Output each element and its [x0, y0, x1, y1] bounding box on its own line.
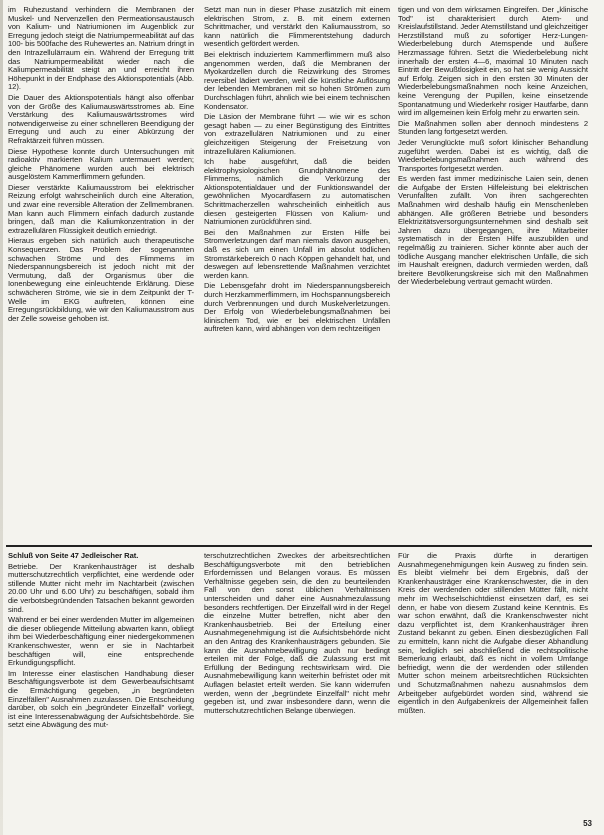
paragraph: Setzt man nun in dieser Phase zusätzlich mit einem elektrischen Strom, z. B. mit einem externen Schrittmacher, und verstärkt den Kaliumausstrom, so kann natürlich die Flimmerentstehung dadurch wesentlich gefördert werden.	[204, 6, 390, 49]
paragraph: Für die Praxis dürfte in derartigen Ausnahmegenehmigungen kein Ausweg zu finden sein. Es bleibt vielmehr bei dem Ergebnis, daß der Krankenhausträger eine Krankenschwester, die in den Kreis der werdenden oder stillenden Mütter fällt, nicht mehr im Wechselschichtdienst einsetzen darf, es sei denn, er habe von diesem Zustand keine Kenntnis. Es war schon erwähnt, daß die Krankenschwester nicht dazu verpflichtet ist, dem Krankenhausträger ihren Zustand bekannt zu geben. Einen diesbezüglichen Fall zu ermitteln, kann nicht die Aufgabe dieser Abhandlung sein, lediglich sei abschließend die rechtspolitische Bemerkung erlaubt, daß es nicht in vollem Umfange befriedigt, wenn die der werdenden oder stillenden Mutter schon meinem arbeitsrechtlichen Rücksichten und Schutzmaßnahmen nahezu ausnahmslos dem Arbeitgeber aufgebürdet worden sind, während sie eigentlich in den Aufgabenkreis der Allgemeinheit fallen müßten.	[398, 552, 588, 715]
paragraph: Die Maßnahmen sollen aber dennoch mindestens 2 Stunden lang fortgesetzt werden.	[398, 118, 588, 137]
paragraph: tigen und von dem wirksamen Eingreifen. Der „klinische Tod" ist charakterisiert durch Atem- und Kreislaufstillstand. Jeder Atemstillstand und gleichzeitiger Herzstillstand muß zu sofortiger Herz-Lungen-Wiederbelebung durch Atemspende und äußere Herzmassage führen. Setzt die Wiederbelebung nicht innerhalb der ersten 4—6, maximal 10 Minuten nach Eintritt der Bewußtlosigkeit ein, so hat sie wenig Aussicht auf Erfolg. Zeigen sich in den ersten 30 Minuten der Wiederbelebungsmaßnahmen noch keine Anzeichen, keine Verengung der Pupillen, keine einsetzende Spontanatmung und Wiederkehr rosiger Hautfarbe, dann wird im allgemeinen kein Erfolg mehr zu erwarten sein.	[398, 6, 588, 118]
page-number: 53	[583, 819, 592, 828]
paragraph: Im Interesse einer elastischen Handhabung dieser Beschäftigungsverbote ist dem Gewerbeaufsichtsamt die Ermächtigung gegeben, „in begründeten Einzelfällen" Ausnahmen zuzulassen. Die Entscheidung darüber, ob solch ein „begründeter Einzelfall" vorliegt, ist eine Interessenabwägung der Aufsichtsbehörde. Sie setzt eine Abwägung des mut-	[8, 668, 194, 730]
column-top-left	[8, 6, 194, 543]
paragraph: Es werden fast immer medizinische Laien sein, denen die Aufgabe der Ersten Hilfeleistung bei elektrischen Verunfallten zufällt. Von ihren sachgerechten Maßnahmen wird deshalb häufig ein Menschenleben abhängen. Alle größeren Betriebe und besonders Elektrizitätsversorgungsunternehmen sind deshalb seit Jahren dazu übergegangen, ihre Mitarbeiter systematisch in der Ersten Hilfe auszubilden und regelmäßig zu trainieren. Sicher könnte aber auch der tödliche Ausgang mancher elektrischen Unfälle, die sich im Haushalt ereignen, dadurch vermieden werden, daß breitere Bevölkerungskreise sich mit den Maßnahmen der Wiederbelebung vertraut gemacht würden.	[398, 174, 588, 287]
paragraph: Diese Hypothese konnte durch Untersuchungen mit radioaktiv markierten Kalium untermauert werden; gleiche Phänomene wurden auch bei elektrisch ausgelöstem Kammerflimmern gefunden.	[8, 146, 194, 182]
section-divider	[6, 545, 592, 547]
column-bottom-left	[8, 552, 194, 828]
paragraph: terschutzrechtlichen Zweckes der arbeitsrechtlichen Beschäftigungsverbote mit den betrieblichen Erfordernissen und Belangen voraus. Es müssen Verhältnisse gegeben sein, die den zu beurteilenden Fall von den sonst üblichen Verhältnissen unterscheiden und daher eine Ausnahmezulassung besonders rechtfertigen. Der Einzelfall wird in der Regel die einzelne Mutter betreffen, nicht aber den Krankenhausbetrieb. Bei der Erteilung einer Ausnahmegenehmigung ist die Aufsichtsbehörde nicht an den Antrag des Krankenhausträgers gebunden. Sie kann die Ausnahmebewilligung auch nur bedingt erteilen mit der Folge, daß die Zulassung erst mit Erfüllung der Bedingung rechtswirksam wird. Die Ausnahmebewilligung kann weiterhin befristet oder mit Auflagen belastet erteilt werden. Sie kann widerrufen werden, wenn der „begründete Einzelfall" nicht mehr gegeben ist, und zwar insbesondere dann, wenn die mutterschutzrechtlichen Belange überwiegen.	[204, 552, 390, 715]
paragraph: Dieser verstärkte Kaliumausstrom bei elektrischer Reizung erfolgt wahrscheinlich durch eine Alteration, und zwar eine reversible Alteration der Zellmembranen. Man kann auch Flimmern einfach dadurch zustande bringen, daß man die Kaliumkonzentration in der extrazellulären Flüssigkeit deutlich erniedrigt.	[8, 182, 194, 235]
paragraph: Die Lebensgefahr droht im Niederspannungsbereich durch Herzkammerflimmern, im Hochspannungsbereich durch Verbrennungen und durch Muskelverletzungen. Der Erfolg von Wiederbelebungsmaßnahmen bei klinischem Tod, wie er bei elektrischen Unfällen auftreten kann, wird abhängen von dem rechtzeitigen	[204, 281, 390, 334]
paragraph: Bei elektrisch induziertem Kammerflimmern muß also angenommen werden, daß die Membranen der Myokardzellen durch die Reizwirkung des Stromes reversibel lädiert werden, weil die künstliche Auflösung der lebenden Membranen mit so hohen Strömen zum Durchschlagen führt, ähnlich wie bei einem technischen Kondensator.	[204, 49, 390, 111]
scan-edge	[0, 0, 3, 835]
paragraph: im Ruhezustand verhindern die Membranen der Muskel- und Nervenzellen den Permeationsaustausch von Kalium- und Natriumionen im Augenblick zur Erregung jedoch steigt die Natriumpermeabilität auf das 100- bis 500fache des Ruhewertes an. Natrium dringt in den Intrazellulärraum ein. Während der Erregung tritt das Natriumpermeabilität wieder nach die Kaliumpermeabilität steigt an und erreicht ihren Höhepunkt in der Endphase des Aktionspotentials (Abb. 12).	[8, 6, 194, 92]
column-top-right	[398, 6, 588, 543]
paragraph: Betriebe. Der Krankenhausträger ist deshalb mutterschutzrechtlich verpflichtet, eine werdende oder stillende Mutter nicht mehr im Nachtarbeit (zwischen 20.00 Uhr und 6.00 Uhr) zu beschäftigen, sobald ihm die verbotsbegründenden Tatsachen bekannt geworden sind.	[8, 561, 194, 614]
paragraph: Hieraus ergeben sich natürlich auch therapeutische Konsequenzen. Das Problem der sogenannten schwachen Ströme und des Flimmerns im Niederspannungsbereich ist jedoch nicht mit der Vermutung, daß der Organismus über die Ionenbewegung eine einleuchtende Erklärung. Diese schwächeren Ströme, wie sie in dem Zeitpunkt der T-Welle im EKG auftreten, können eine Erregungsrückbildung, wie wir den Kaliumausstrom aus der Zelle soweise gehoben ist.	[8, 236, 194, 323]
paragraph: Die Läsion der Membrane führt — wie wir es schon gesagt haben — zu einer Begünstigung des Eintrittes von extrazellulären Natriumionen und zu einer gleichzeitigen Steigerung der Freisetzung von intrazellulären Kaliumionen.	[204, 112, 390, 156]
paragraph: Ich habe ausgeführt, daß die beiden elektrophysiologischen Grundphänomene des Flimmerns, nämlich die Verkürzung der Aktionspotentialdauer und der Funktionswandel der gewöhnlichen Myocardfasern zu automatischen Schrittmacherzellen wahrscheinlich einheitlich aus diesen gesteigerten Flüssen von Kalium- und Natriumionen zurückführen sind.	[204, 157, 390, 227]
paragraph: Jeder Verunglückte muß sofort klinischer Behandlung zugeführt werden. Dabei ist es wichtig, daß die Wiederbelebungsmaßnahmen auch während des Transportes fortgesetzt werden.	[398, 137, 588, 173]
paragraph: Die Dauer des Aktionspotentials hängt also offenbar von der Größe des Kaliumauswärtsstromes ab. Eine Verstärkung des Kaliumauswärtsstromes wird notwendigerweise zu einer schnelleren Beendigung der Erregung und auch zu einer Abkürzung der Refraktärzeit führen müssen.	[8, 92, 194, 145]
column-top-middle	[204, 6, 390, 543]
column-bottom-right	[398, 552, 588, 828]
column-bottom-middle	[204, 552, 390, 828]
continuation-heading: Schluß von Seite 47 Jedleischer Rat.	[8, 552, 139, 560]
paragraph: Bei den Maßnahmen zur Ersten Hilfe bei Stromverletzungen darf man niemals davon ausgehen, daß es sich um einen Unfall im absolut tödlichen Stromstärkebereich 0 nach Köppen gehandelt hat, und deswegen auf lebensrettende Maßnahmen verzichtet werden kann.	[204, 227, 390, 280]
paragraph: Während er bei einer werdenden Mutter im allgemeinen die dieser obliegende Mitteilung abwarten kann, obliegt ihm bei Wiederbeschäftigung einer niedergekommenen Krankenschwester, wenn er sie in Nachtarbeit beschäftigen will, eine entsprechende Erkundigungspflicht.	[8, 615, 194, 668]
